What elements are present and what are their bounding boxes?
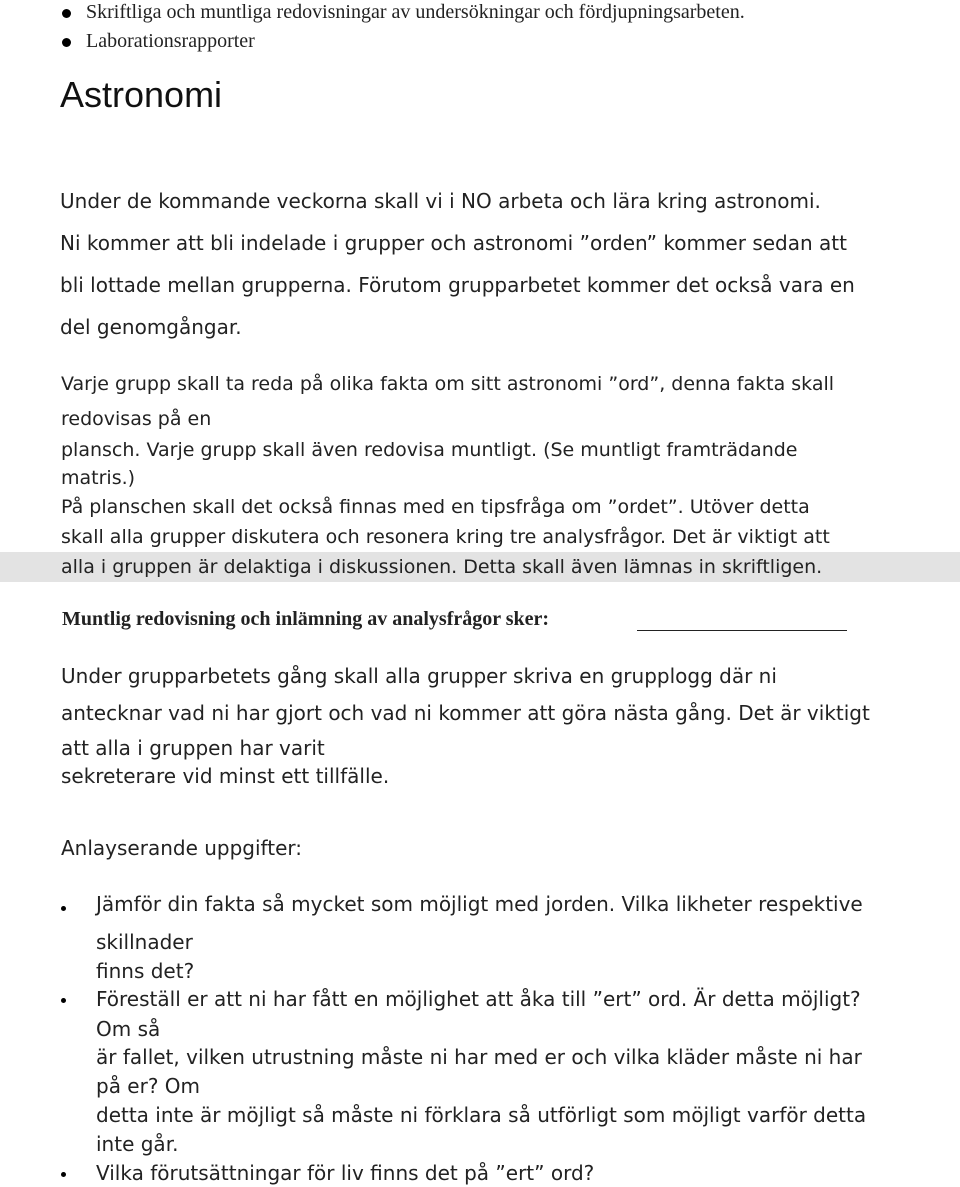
group-line: alla i gruppen är delaktiga i diskussionen. Detta skall även lämnas in skriftligen. bbox=[61, 556, 823, 578]
task-line: Vilka förutsättningar för liv finns det på ”ert” ord? bbox=[96, 1161, 595, 1185]
task-line: inte går. bbox=[96, 1132, 179, 1156]
bullet-dot-icon bbox=[61, 1172, 66, 1177]
bullet-dot-icon bbox=[61, 998, 66, 1003]
group-line: skall alla grupper diskutera och resonera kring tre analysfrågor. Det är viktigt att bbox=[61, 526, 830, 548]
group-line: Varje grupp skall ta reda på olika fakta om sitt astronomi ”ord”, denna fakta skall bbox=[61, 373, 835, 395]
group-line: plansch. Varje grupp skall även redovisa muntligt. (Se muntligt framträdande bbox=[61, 439, 798, 461]
log-line: antecknar vad ni har gjort och vad ni kommer att göra nästa gång. Det är viktigt bbox=[61, 701, 870, 725]
intro-line: del genomgångar. bbox=[60, 315, 242, 339]
bullet-dot-icon bbox=[62, 38, 71, 47]
task-line: detta inte är möjligt så måste ni förklara så utförligt som möjligt varför detta bbox=[96, 1103, 867, 1127]
submission-heading: Muntlig redovisning och inlämning av analysfrågor sker: bbox=[62, 608, 550, 630]
page-title: Astronomi bbox=[60, 74, 223, 115]
top-list-item: Skriftliga och muntliga redovisningar av undersökningar och fördjupningsarbeten. bbox=[86, 1, 745, 23]
task-line: skillnader bbox=[96, 930, 193, 954]
top-list-item: Laborationsrapporter bbox=[86, 30, 255, 52]
task-line: Föreställ er att ni har fått en möjlighet att åka till ”ert” ord. Är detta möjligt? bbox=[96, 987, 861, 1011]
task-line: på er? Om bbox=[96, 1074, 201, 1098]
task-line: finns det? bbox=[96, 959, 195, 983]
log-line: att alla i gruppen har varit bbox=[61, 736, 325, 760]
log-line: sekreterare vid minst ett tillfälle. bbox=[61, 764, 390, 788]
bullet-dot-icon bbox=[62, 9, 71, 18]
task-line: är fallet, vilken utrustning måste ni har med er och vilka kläder måste ni har bbox=[96, 1045, 862, 1069]
analysis-heading: Anlayserande uppgifter: bbox=[61, 836, 303, 860]
group-line: På planschen skall det också finnas med en tipsfråga om ”ordet”. Utöver detta bbox=[61, 496, 810, 518]
log-line: Under grupparbetets gång skall alla grupper skriva en grupplogg där ni bbox=[61, 664, 777, 688]
intro-line: bli lottade mellan grupperna. Förutom grupparbetet kommer det också vara en bbox=[60, 273, 855, 297]
task-line: Jämför din fakta så mycket som möjligt med jorden. Vilka likheter respektive bbox=[96, 892, 863, 916]
fill-in-blank bbox=[637, 630, 847, 631]
group-line: matris.) bbox=[61, 467, 136, 489]
group-line: redovisas på en bbox=[61, 408, 212, 430]
intro-line: Ni kommer att bli indelade i grupper och astronomi ”orden” kommer sedan att bbox=[60, 231, 847, 255]
task-line: Om så bbox=[96, 1017, 161, 1041]
bullet-dot-icon bbox=[61, 906, 66, 911]
intro-line: Under de kommande veckorna skall vi i NO arbeta och lära kring astronomi. bbox=[60, 189, 821, 213]
